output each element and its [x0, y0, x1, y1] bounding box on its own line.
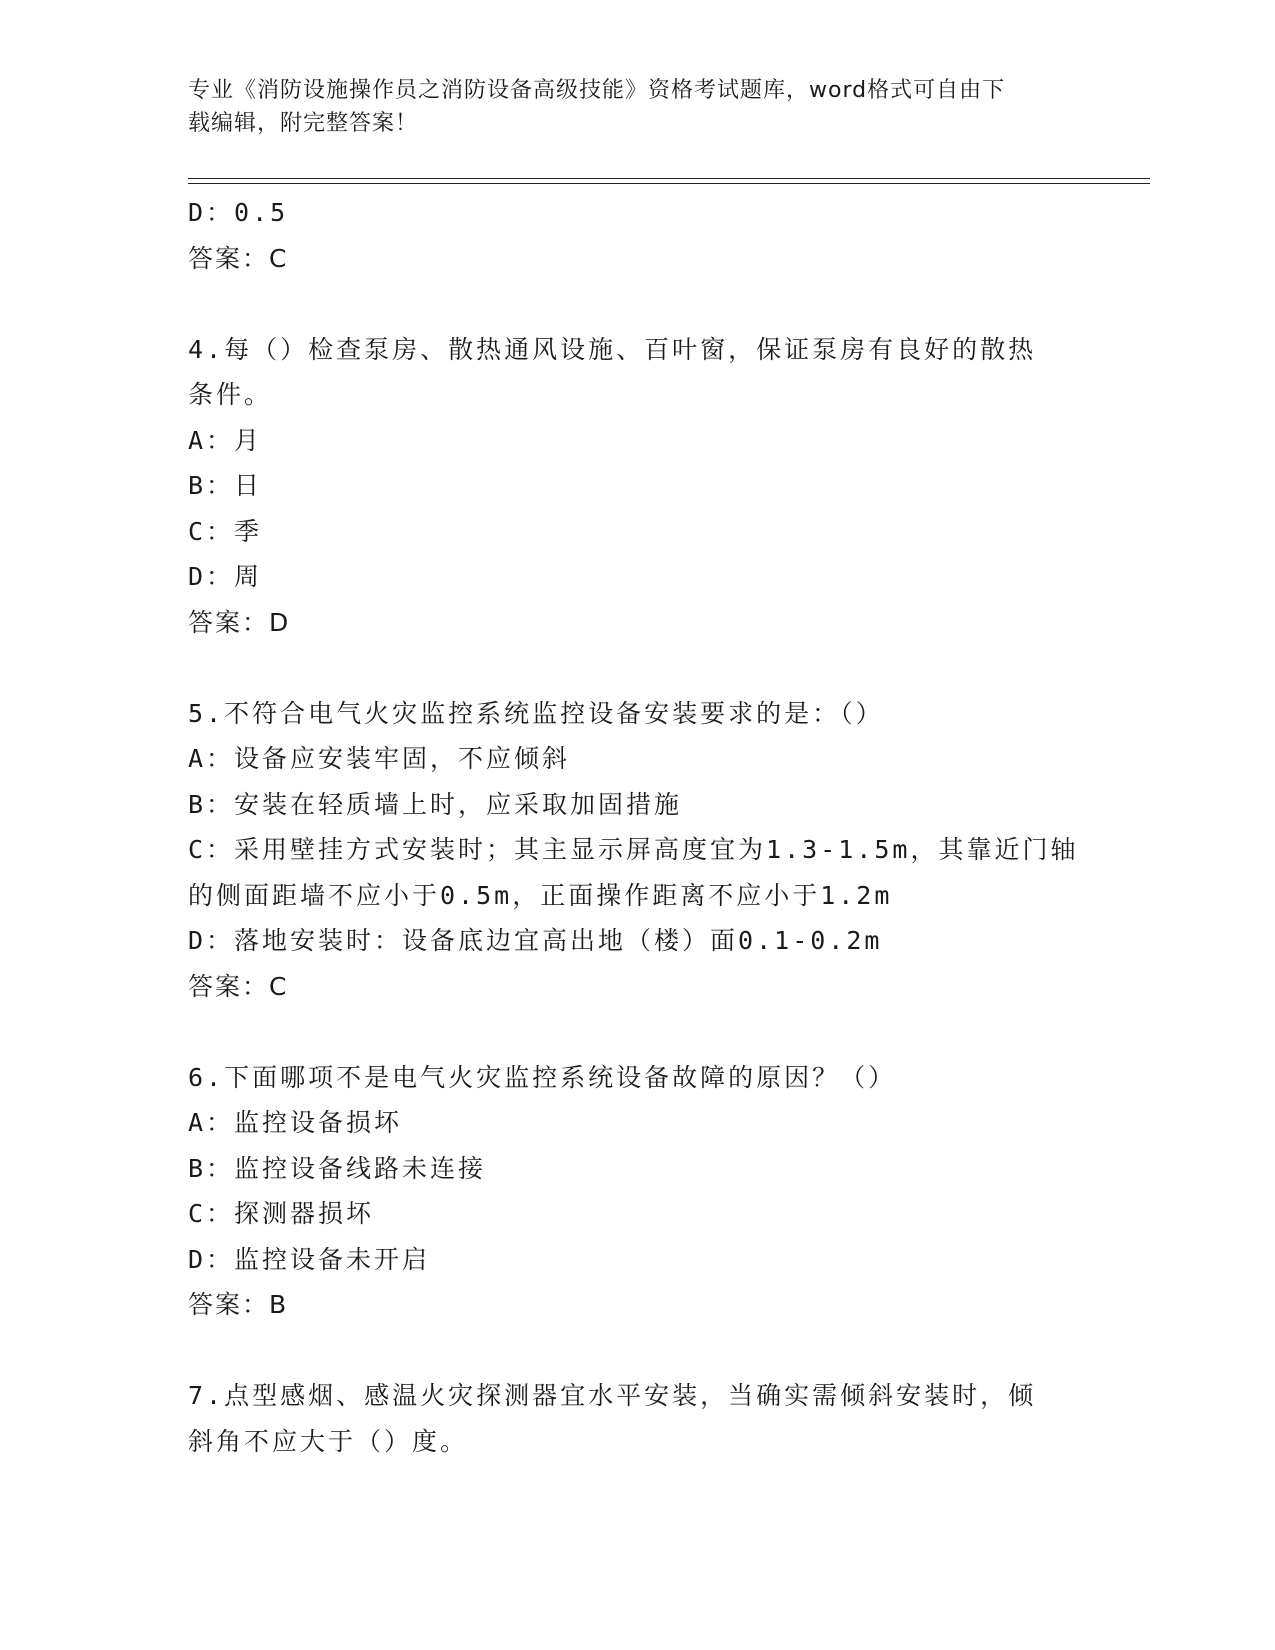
- option-b: B：监控设备线路未连接: [188, 1153, 487, 1183]
- header-divider-bottom: [188, 183, 1150, 184]
- question-4: [188, 327, 1088, 646]
- question-7: [188, 1373, 1088, 1464]
- answer: 答案：C: [188, 971, 289, 1001]
- question-5: [188, 691, 1088, 1010]
- option-c: C：采用壁挂方式安装时；其主显示屏高度宜为1.3-1.5m，其靠近门轴: [188, 835, 1079, 864]
- option-d: D：周: [188, 562, 263, 591]
- option-c: C：季: [188, 516, 263, 546]
- option-c: C：探测器损坏: [188, 1199, 375, 1228]
- header-divider-top: [188, 178, 1150, 179]
- question-list: [188, 190, 1088, 1464]
- option-d: D：落地安装时：设备底边宜高出地（楼）面0.1-0.2m: [188, 926, 883, 955]
- question-3-tail: [188, 190, 1088, 281]
- answer: 答案：B: [188, 1290, 289, 1319]
- question-stem: 6.下面哪项不是电气火灾监控系统设备故障的原因？（）: [188, 1062, 897, 1092]
- option-a: A：监控设备损坏: [188, 1108, 403, 1137]
- option-a: A：设备应安装牢固，不应倾斜: [188, 744, 571, 773]
- header-line-2: 载编辑，附完整答案！: [188, 111, 419, 136]
- question-stem: 4.每（）检查泵房、散热通风设施、百叶窗，保证泵房有良好的散热: [188, 334, 1037, 364]
- spacer: [188, 1009, 1088, 1055]
- header-line-1: 专业《消防设施操作员之消防设备高级技能》资格考试题库，word格式可自由下: [188, 78, 1006, 103]
- answer: 答案：D: [188, 607, 291, 637]
- option-c-continued: 的侧面距墙不应小于0.5m，正面操作距离不应小于1.2m: [188, 880, 893, 910]
- question-stem: 7.点型感烟、感温火灾探测器宜水平安装，当确实需倾斜安装时，倾: [188, 1381, 1037, 1410]
- option-a: A：月: [188, 425, 263, 455]
- option-d: D：0.5: [188, 198, 289, 227]
- spacer: [188, 1328, 1088, 1374]
- option-b: B：安装在轻质墙上时，应采取加固措施: [188, 789, 683, 819]
- question-stem-continued: 斜角不应大于（）度。: [188, 1426, 469, 1456]
- question-6: [188, 1055, 1088, 1328]
- option-b: B：日: [188, 471, 263, 500]
- answer: 答案：C: [188, 243, 289, 273]
- question-stem-continued: 条件。: [188, 380, 273, 409]
- spacer: [188, 645, 1088, 691]
- question-stem: 5.不符合电气火灾监控系统监控设备安装要求的是：（）: [188, 698, 884, 728]
- option-d: D：监控设备未开启: [188, 1244, 431, 1274]
- document-header: [188, 74, 1078, 140]
- spacer: [188, 281, 1088, 327]
